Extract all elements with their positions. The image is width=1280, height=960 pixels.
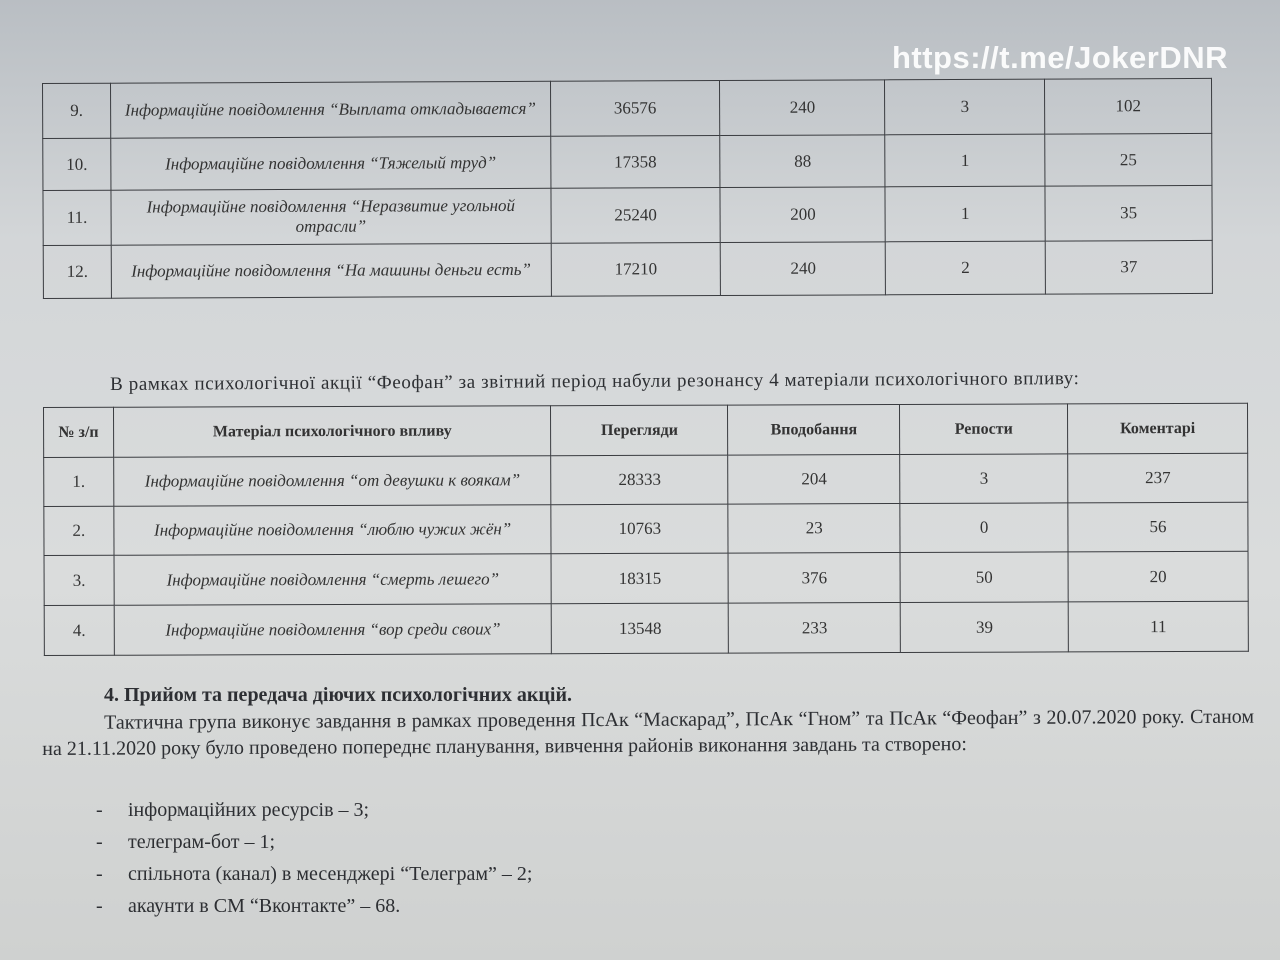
materials-table xyxy=(43,403,1249,656)
reposts-cell: 1 xyxy=(885,186,1045,242)
likes-cell: 233 xyxy=(729,603,901,654)
table-continued xyxy=(42,78,1213,299)
views-cell: 25240 xyxy=(551,188,721,244)
reposts-cell: 3 xyxy=(900,454,1068,504)
views-cell: 36576 xyxy=(550,81,720,137)
table-row xyxy=(43,133,1212,190)
row-number: 9. xyxy=(43,83,111,138)
comments-cell: 25 xyxy=(1045,133,1212,186)
list-item xyxy=(96,858,532,890)
table-row xyxy=(44,551,1248,605)
reposts-cell: 3 xyxy=(885,79,1045,135)
row-number: 3. xyxy=(44,555,114,605)
table-row xyxy=(43,78,1212,138)
comments-cell: 102 xyxy=(1045,78,1212,134)
header-material: Матеріал психологічного впливу xyxy=(113,406,551,458)
comments-cell: 35 xyxy=(1045,185,1212,241)
reposts-cell: 2 xyxy=(885,241,1045,295)
list-dash: - xyxy=(96,863,103,885)
views-cell: 17358 xyxy=(550,136,720,189)
header-likes: Вподобання xyxy=(728,405,900,456)
row-number: 2. xyxy=(44,506,114,555)
reposts-cell: 0 xyxy=(900,503,1068,553)
likes-cell: 88 xyxy=(720,135,885,188)
list-item-text: акаунти в СМ “Вконтакте” – 68. xyxy=(128,895,401,917)
header-reposts: Репости xyxy=(900,404,1068,455)
views-cell: 10763 xyxy=(551,504,728,554)
material-cell: Інформаційне повідомлення “Тяжелый труд” xyxy=(111,136,551,190)
row-number: 4. xyxy=(44,605,114,655)
table-row xyxy=(44,601,1248,655)
likes-cell: 240 xyxy=(721,242,886,296)
list-dash: - xyxy=(96,831,103,853)
table-row xyxy=(43,240,1212,298)
likes-cell: 200 xyxy=(720,187,885,243)
comments-cell: 11 xyxy=(1068,601,1248,652)
section-paragraph: Тактична група виконує завдання в рамках проведення ПсАк “Маскарад”, ПсАк “Гном” та ПсАк “Феофан” з 20.07.2020 року. Станом на 21.11.2020 року було проведено попереднє планування, вивчення районів виконання завдань та створено: xyxy=(42,705,1255,760)
material-cell: Інформаційне повідомлення “люблю чужих жён” xyxy=(114,505,552,556)
likes-cell: 23 xyxy=(728,504,900,554)
material-cell: Інформаційне повідомлення “от девушки к воякам” xyxy=(114,456,552,507)
material-cell: Інформаційне повідомлення “смерть лешего” xyxy=(114,554,552,606)
list-item-text: спільнота (канал) в месенджері “Телеграм” – 2; xyxy=(128,863,533,885)
row-number: 1. xyxy=(44,457,114,506)
header-num: № з/п xyxy=(44,407,114,457)
header-views: Перегляди xyxy=(551,405,728,456)
comments-cell: 37 xyxy=(1045,240,1212,294)
likes-cell: 240 xyxy=(720,80,885,136)
comments-cell: 237 xyxy=(1068,453,1248,503)
likes-cell: 204 xyxy=(728,455,900,505)
comments-cell: 20 xyxy=(1068,551,1248,602)
material-cell: Інформаційне повідомлення “вор среди своих” xyxy=(114,604,552,656)
likes-cell: 376 xyxy=(728,553,900,604)
header-comments: Коментарі xyxy=(1068,403,1248,454)
views-cell: 13548 xyxy=(552,603,729,654)
list-item-text: інформаційних ресурсів – 3; xyxy=(128,799,370,821)
resource-list xyxy=(96,794,532,922)
list-dash: - xyxy=(96,895,103,917)
watermark: https://t.me/JokerDNR xyxy=(891,40,1228,75)
row-number: 10. xyxy=(43,138,111,190)
views-cell: 18315 xyxy=(551,553,728,604)
table-row xyxy=(44,502,1248,555)
list-item xyxy=(96,794,532,826)
table-header-row xyxy=(44,403,1248,457)
views-cell: 17210 xyxy=(551,243,721,297)
row-number: 12. xyxy=(43,245,111,298)
material-cell: Інформаційне повідомлення “Выплата откладывается” xyxy=(110,81,550,138)
section-heading: 4. Прийом та передача діючих психологічних акцій. xyxy=(104,684,572,706)
material-cell: Інформаційне повідомлення “Неразвитие угольной отрасли” xyxy=(111,188,551,245)
list-item-text: телеграм-бот – 1; xyxy=(128,831,276,853)
material-cell: Інформаційне повідомлення “На машины деньги есть” xyxy=(111,243,551,298)
list-item xyxy=(96,890,532,922)
comments-cell: 56 xyxy=(1068,502,1248,552)
table-row xyxy=(43,185,1212,245)
row-number: 11. xyxy=(43,190,111,245)
views-cell: 28333 xyxy=(551,455,728,505)
reposts-cell: 39 xyxy=(900,602,1068,653)
reposts-cell: 1 xyxy=(885,134,1045,187)
list-dash: - xyxy=(96,799,103,821)
list-item xyxy=(96,826,532,858)
table-row xyxy=(44,453,1248,506)
intro-text: В рамках психологічної акції “Феофан” за звітний період набули резонансу 4 матеріали психологічного впливу: xyxy=(110,368,1080,395)
reposts-cell: 50 xyxy=(900,552,1068,603)
